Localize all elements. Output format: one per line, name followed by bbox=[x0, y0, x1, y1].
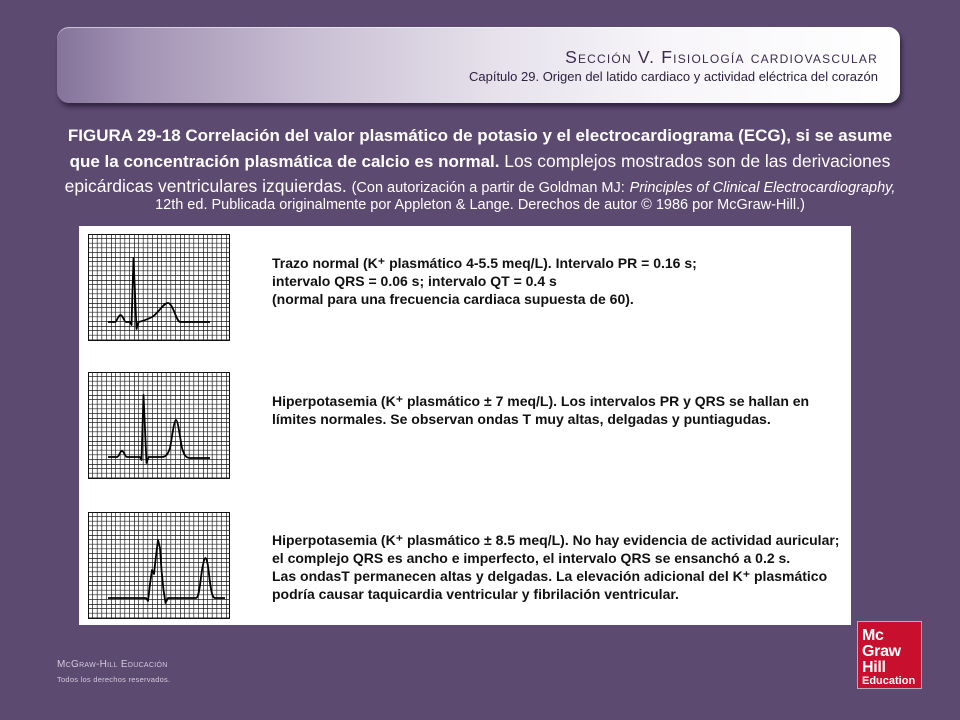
caption-line-2 bbox=[0, 150, 960, 173]
ecg-panel-hyperkalemia-7 bbox=[88, 372, 230, 479]
figure-title: FIGURA 29-18 Correlación del valor plasmático de potasio y el electrocardiograma (ECG), si se asume bbox=[67, 126, 893, 145]
rights-notice: Todos los derechos reservados. bbox=[57, 675, 171, 684]
ecg-panel-normal bbox=[88, 234, 230, 341]
ecg-grid bbox=[89, 373, 230, 479]
figure-credit: (Con autorización a partir de Goldman MJ: bbox=[351, 180, 625, 196]
logo-line-hill: Hill bbox=[862, 659, 886, 676]
description-line: podría causar taquicardia ventricular y fibrilación ventricular. bbox=[272, 586, 679, 602]
ecg-description-hyperkalemia-8-5 bbox=[272, 531, 839, 603]
ecg-description-hyperkalemia-7 bbox=[272, 392, 809, 428]
caption-line-1 bbox=[0, 125, 960, 147]
description-line: Hiperpotasemia (K⁺ plasmático ± 7 meq/L). Los intervalos PR y QRS se hallan en bbox=[272, 393, 810, 409]
chapter-title: Capítulo 29. Origen del latido cardiaco y actividad eléctrica del corazón bbox=[468, 69, 878, 84]
figure-description: Los complejos mostrados son de las derivaciones bbox=[504, 151, 891, 171]
mcgraw-hill-logo bbox=[858, 622, 921, 688]
caption-line-4 bbox=[0, 196, 960, 214]
figure-title-end: que la concentración plasmática de calcio es normal. bbox=[69, 152, 500, 171]
description-line: Hiperpotasemia (K⁺ plasmático ± 8.5 meq/L). No hay evidencia de actividad auricular; bbox=[272, 532, 840, 548]
section-title: Sección V. Fisiología cardiovascular bbox=[565, 47, 878, 67]
logo-line-graw: Graw bbox=[862, 643, 901, 660]
description-line: (normal para una frecuencia cardiaca supuesta de 60). bbox=[272, 291, 634, 307]
ecg-panel-hyperkalemia-8-5 bbox=[88, 512, 230, 619]
header-banner bbox=[57, 27, 900, 103]
description-line: el complejo QRS es ancho e imperfecto, el intervalo QRS se ensanchó a 0.2 s. bbox=[272, 550, 791, 566]
ecg-grid bbox=[89, 235, 230, 341]
figure-description-end: epicárdicas ventriculares izquierdas. bbox=[64, 176, 347, 196]
description-line: límites normales. Se observan ondas T muy altas, delgadas y puntiagudas. bbox=[272, 411, 771, 427]
publisher-name: McGraw-Hill Educación bbox=[57, 659, 168, 670]
figure-credit-end: 12th ed. Publicada originalmente por Appleton & Lange. Derechos de autor © 1986 por McGraw-Hill.) bbox=[155, 197, 805, 213]
description-line: intervalo QRS = 0.06 s; intervalo QT = 0.4 s bbox=[272, 273, 557, 289]
description-line: Trazo normal (K⁺ plasmático 4-5.5 meq/L). Intervalo PR = 0.16 s; bbox=[272, 255, 697, 271]
ecg-figure bbox=[79, 226, 851, 625]
description-line: Las ondasT permanecen altas y delgadas. La elevación adicional del K⁺ plasmático bbox=[272, 568, 828, 584]
ecg-description-normal bbox=[272, 254, 697, 308]
figure-credit-book: Principles of Clinical Electrocardiography, bbox=[629, 180, 896, 196]
logo-line-mc: Mc bbox=[862, 627, 884, 644]
logo-line-education: Education bbox=[862, 675, 916, 687]
